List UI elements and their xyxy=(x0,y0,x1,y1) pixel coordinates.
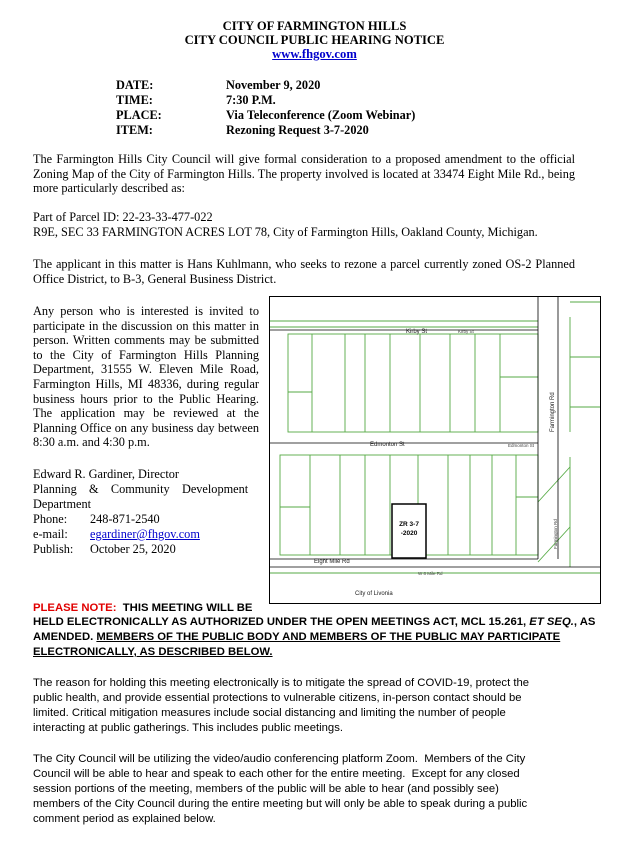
notice-heading: CITY COUNCIL PUBLIC HEARING NOTICE xyxy=(184,33,445,47)
zoom-line: Council will be able to hear and speak to each other for the entire meeting. Except for any closed xyxy=(33,768,520,780)
please-note-line2 xyxy=(33,615,595,630)
email-link[interactable]: egardiner@fhgov.com xyxy=(90,527,200,541)
please-note-rest: THIS MEETING WILL BE xyxy=(116,602,253,614)
comments-paragraph: Any person who is interested is invited to participate in the discussion on this matter in person. Written comments may be submitted to the City of Farmington Hills Planning Department, 31555 W. Eleven Mile Road, Farmington Hills, MI 48336, during regular business hours prior to the Public Hearing. The application may be reviewed at the Planning Office on any business day between 8:30 a.m. and 4:30 p.m. xyxy=(33,304,259,450)
please-note-et-seq: ET SEQ. xyxy=(529,616,574,628)
parcel-description: R9E, SEC 33 FARMINGTON ACRES LOT 78, City of Farmington Hills, Oakland County, Michigan. xyxy=(33,225,538,239)
kirby-st-label: Kirby St xyxy=(406,329,428,335)
intro-paragraph: The Farmington Hills City Council will give formal consideration to a proposed amendment to the official Zoning Map of the City of Farmington Hills. The property involved is located at 33474 Eight Mile Rd., being more particularly described as: xyxy=(33,152,575,196)
please-note-line3a: AMENDED. xyxy=(33,631,97,643)
edmonton-st-label: Edmonton St xyxy=(370,442,405,448)
zoning-map xyxy=(269,296,601,604)
zoom-line: members of the City Council during the entire meeting but will only be able to speak during a public xyxy=(33,798,528,810)
please-note-line1 xyxy=(33,601,252,616)
reason-line: The reason for holding this meeting electronically is to mitigate the spread of COVID-19, protect the xyxy=(33,677,530,689)
time-value: 7:30 P.M. xyxy=(226,93,276,107)
publish-date: October 25, 2020 xyxy=(90,542,176,556)
phone-label: Phone: xyxy=(33,512,68,526)
parcel-id: Part of Parcel ID: 22-23-33-477-022 xyxy=(33,210,213,224)
website-link-row xyxy=(0,47,629,61)
farmington-rd-label-small: Farmington Rd xyxy=(553,519,558,549)
item-label: ITEM: xyxy=(116,123,153,137)
please-note-line3b: MEMBERS OF THE PUBLIC BODY AND MEMBERS OF THE PUBLIC MAY PARTICIPATE xyxy=(96,631,561,643)
reason-line: limited. Critical mitigation measures include social distancing and limiting the number of people xyxy=(33,707,506,719)
eight-mile-rd-label-small: W 8 Mile Rd xyxy=(418,571,443,576)
parcel-label-line1: ZR 3-7 xyxy=(399,521,419,528)
please-note-line3 xyxy=(33,630,560,645)
place-label: PLACE: xyxy=(116,108,162,122)
zoom-line: session portions of the meeting, members of the public will be able to hear (and possibly see) xyxy=(33,783,499,795)
zoom-line: The City Council will be utilizing the video/audio conferencing platform Zoom. Members of the City xyxy=(33,753,526,765)
please-note-line2c: , AS xyxy=(573,616,596,628)
contact-department: Planning & Community Development xyxy=(33,482,249,496)
email-label: e-mail: xyxy=(33,527,68,541)
applicant-paragraph: The applicant in this matter is Hans Kuhlmann, who seeks to rezone a parcel currently zoned OS-2 Planned Office District, to B-3, General Business District. xyxy=(33,257,575,286)
publish-label: Publish: xyxy=(33,542,74,556)
contact-name: Edward R. Gardiner, Director xyxy=(33,467,179,481)
zoom-line: comment period as explained below. xyxy=(33,813,216,825)
notice-city-title: CITY OF FARMINGTON HILLS xyxy=(222,19,407,33)
kirby-st-label-small: Kirby St xyxy=(458,329,474,334)
contact-department-cont: Department xyxy=(33,497,92,511)
map-drawing xyxy=(270,297,600,603)
item-value: Rezoning Request 3-7-2020 xyxy=(226,123,369,137)
please-note-line2a: HELD ELECTRONICALLY AS AUTHORIZED UNDER THE OPEN MEETINGS ACT, MCL 15.261, xyxy=(33,616,530,628)
please-note-label: PLEASE NOTE: xyxy=(33,602,117,614)
farmington-rd-label: Farmington Rd xyxy=(550,392,556,432)
please-note-line4: ELECTRONICALLY, AS DESCRIBED BELOW. xyxy=(33,646,273,658)
reason-line: interacting at public gatherings. This includes public meetings. xyxy=(33,722,344,734)
eight-mile-rd-label: Eight Mile Rd xyxy=(314,559,350,565)
edmonton-st-label-small: Edmonton St xyxy=(508,443,535,448)
date-label: DATE: xyxy=(116,78,154,92)
time-label: TIME: xyxy=(116,93,153,107)
reason-line: public health, and provide essential protections to vulnerable citizens, in-person contact should be xyxy=(33,692,522,704)
website-link[interactable]: www.fhgov.com xyxy=(272,47,357,61)
phone-value: 248-871-2540 xyxy=(90,512,160,526)
parcel-label-line2: -2020 xyxy=(400,530,418,537)
place-value: Via Teleconference (Zoom Webinar) xyxy=(226,108,416,122)
city-of-livonia-label: City of Livonia xyxy=(355,591,393,597)
date-value: November 9, 2020 xyxy=(226,78,321,92)
